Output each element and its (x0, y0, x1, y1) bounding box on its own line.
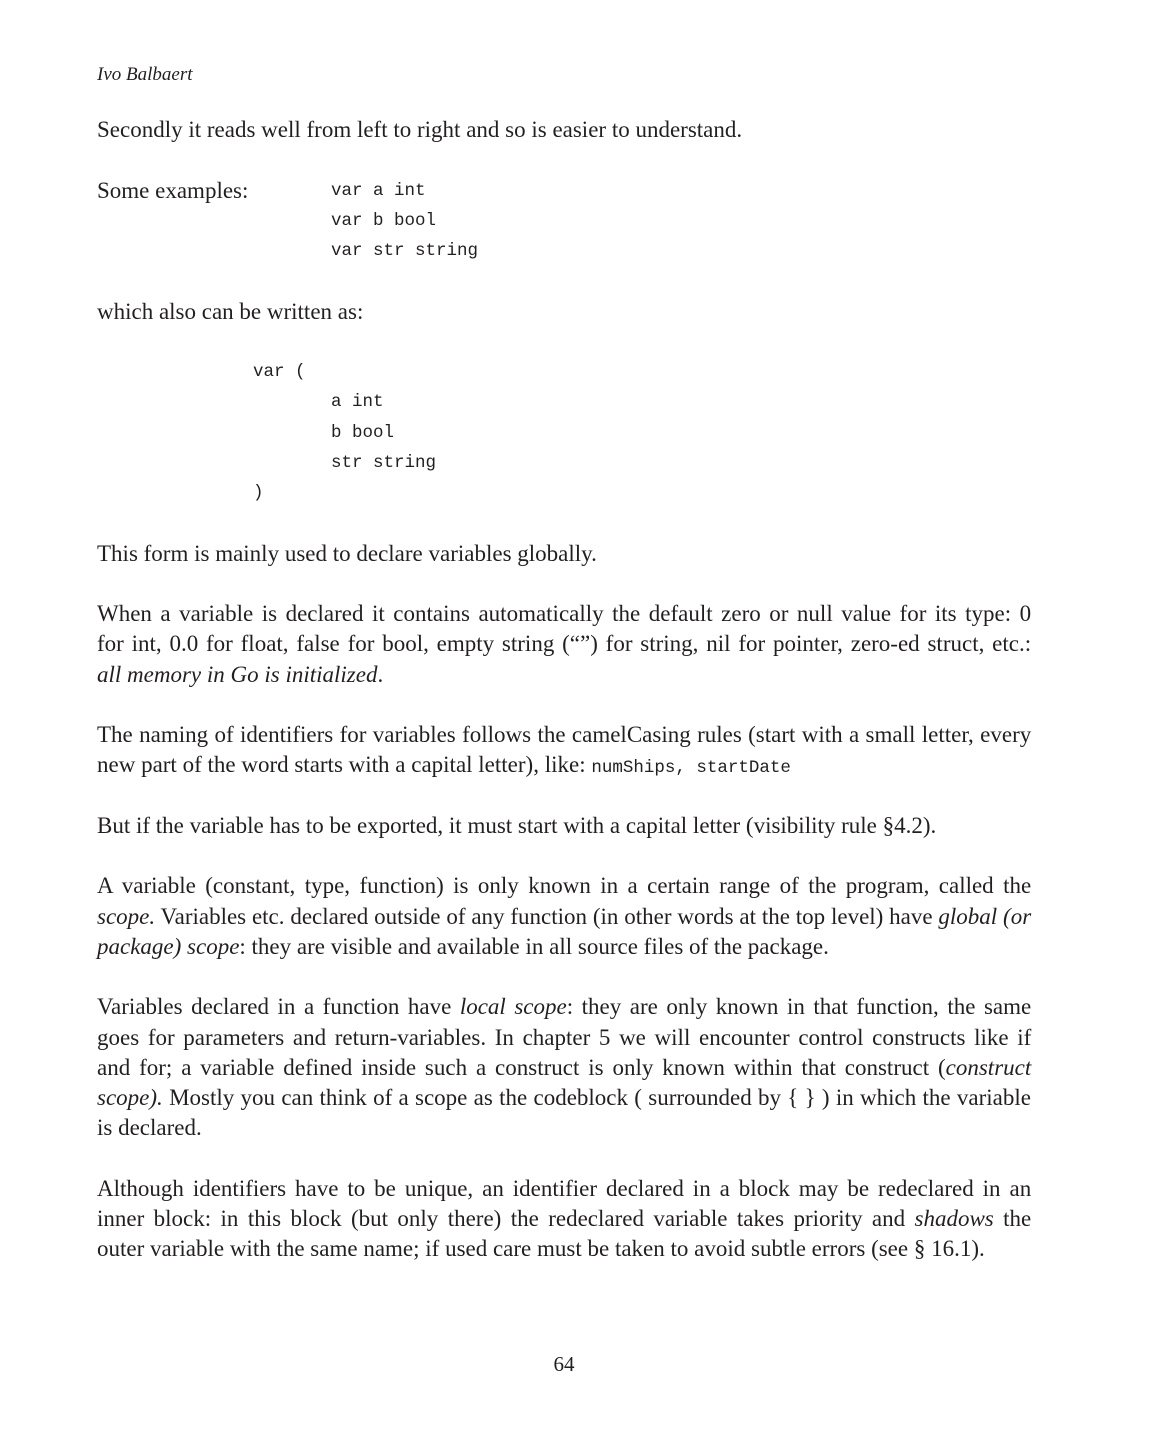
text-line (97, 750, 1032, 780)
emphasis-text: construct (945, 1054, 1032, 1080)
text-line (97, 992, 1032, 1022)
text-line (97, 599, 1032, 629)
text-line (97, 1234, 1032, 1264)
code-line: a int (331, 392, 384, 413)
inline-code: numShips, startDate (591, 758, 791, 779)
paragraph (97, 1174, 1032, 1265)
text-line-content (97, 539, 597, 569)
examples-code (331, 176, 478, 267)
text-line-content (97, 629, 1031, 659)
text-line-content (97, 992, 1031, 1022)
text-line-content (97, 811, 936, 841)
text-segment: A variable (constant, type, function) is only known in a certain range of the program, called the (97, 873, 1032, 899)
emphasis-text: shadows (914, 1206, 994, 1231)
text-segment: goes for parameters and return-variables. In chapter 5 we will encounter control constructs like if (97, 1024, 1032, 1050)
text-segment: Variables etc. declared outside of any function (in other words at the top level) have (155, 903, 939, 929)
running-header-author: Ivo Balbaert (97, 64, 193, 85)
examples-block (97, 176, 1032, 267)
text-line-content (97, 660, 383, 690)
code-line: var a int (331, 180, 426, 201)
text-line (97, 902, 1032, 932)
emphasis-text: local scope (459, 994, 567, 1020)
text-line-content (97, 1083, 1031, 1113)
text-segment: for int, 0.0 for float, false for bool, empty string (“”) for string, nil for pointer, zero-ed struct, etc.: (97, 631, 1032, 657)
text-line (97, 1083, 1032, 1113)
code-line: var b bool (331, 210, 437, 231)
text-segment: is declared. (97, 1115, 202, 1141)
text-line (97, 811, 1032, 841)
paragraph (97, 599, 1032, 690)
text-segment: : they are visible and available in all source files of the package. (239, 933, 829, 959)
text-line-content (97, 871, 1031, 901)
text-segment: and for; a variable defined inside such a construct is only known within that construct ( (97, 1054, 946, 1080)
text-segment: the (993, 1206, 1032, 1231)
paragraph (97, 539, 1032, 569)
text-line (97, 871, 1032, 901)
emphasis-text: global (or (938, 903, 1032, 929)
text-segment: . (377, 661, 384, 687)
text-segment: Variables declared in a function have (97, 994, 460, 1020)
text-line-content (97, 599, 1031, 629)
text-line (97, 629, 1032, 659)
text-line (97, 1023, 1032, 1053)
text-segment: inner block: in this block (but only there) the redeclared variable takes priority and (97, 1206, 915, 1231)
text-line-content (97, 1174, 1031, 1204)
text-line (97, 1174, 1032, 1204)
text-line-content (97, 1234, 985, 1264)
text-segment: When a variable is declared it contains automatically the default zero or null value for its type: 0 (97, 601, 1032, 626)
text-line-content (97, 1113, 202, 1143)
text-line (97, 932, 1032, 962)
code-line: str string (331, 452, 437, 473)
text-line (97, 539, 1032, 569)
grouped-var-code (97, 357, 1032, 508)
paragraph (97, 871, 1032, 962)
text-line (97, 1204, 1032, 1234)
text-line-content (97, 1023, 1031, 1053)
code-line: ) (253, 483, 264, 503)
intro-paragraph: Secondly it reads well from left to right and so is easier to understand. (97, 117, 743, 142)
emphasis-text: scope. (97, 903, 156, 929)
text-segment: : they are only known in that function, the same (566, 994, 1032, 1020)
text-line-content (97, 750, 791, 783)
emphasis-text: all memory in Go is initialized (97, 661, 378, 687)
text-segment: The naming of identifiers for variables follows the camelCasing rules (start with a small letter, every (97, 722, 1032, 747)
text-segment: outer variable with the same name; if used care must be taken to avoid subtle errors (see § 16.1). (97, 1236, 985, 1262)
emphasis-text: package) scope (97, 933, 240, 959)
emphasis-text: scope). (97, 1085, 163, 1110)
code-line: b bool (331, 422, 395, 443)
text-segment: Although identifiers have to be unique, an identifier declared in a block may be redeclared in an (97, 1175, 1032, 1201)
text-line (97, 1053, 1032, 1083)
text-line (97, 660, 1032, 690)
examples-label: Some examples: (97, 177, 249, 203)
text-line-content (97, 720, 1031, 750)
text-segment: This form is mainly used to declare variables globally. (97, 540, 597, 566)
text-line-content (97, 1204, 1031, 1234)
also-written-paragraph: which also can be written as: (97, 298, 364, 324)
text-line-content (97, 1053, 1031, 1083)
text-segment: But if the variable has to be exported, it must start with a capital letter (visibility rule §4.2). (97, 812, 937, 838)
text-segment: new part of the word starts with a capital letter), like: (97, 752, 592, 778)
paragraph (97, 992, 1032, 1143)
page-body (97, 115, 1032, 1295)
text-line-content (97, 932, 829, 962)
page-number: 64 (553, 1352, 575, 1376)
paragraphs (97, 539, 1032, 1265)
paragraph (97, 811, 1032, 841)
text-line-content (97, 902, 1031, 932)
code-line: var str string (331, 241, 479, 261)
code-line: var ( (253, 362, 306, 382)
text-line (97, 720, 1032, 750)
text-line (97, 1113, 1032, 1143)
text-segment: Mostly you can think of a scope as the codeblock ( surrounded by { } ) in which the variable (162, 1085, 1031, 1110)
paragraph (97, 720, 1032, 781)
